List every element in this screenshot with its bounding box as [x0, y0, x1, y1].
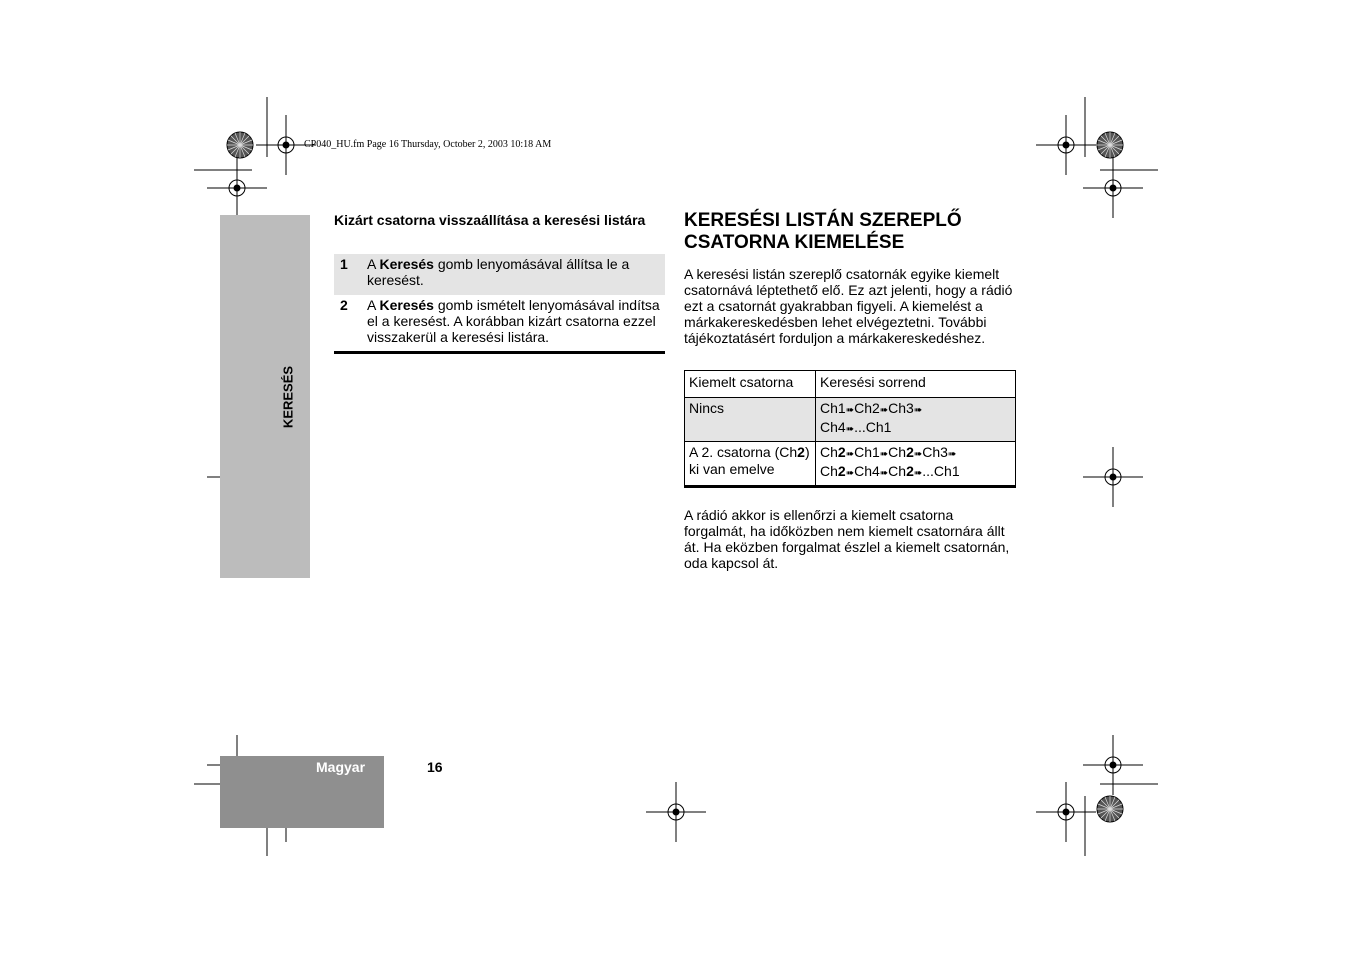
step-text: A Keresés gomb lenyomásával állítsa le a keresést.	[367, 256, 630, 288]
table-cell-priority: A 2. csatorna (Ch2) ki van emelve	[685, 441, 816, 486]
side-tab-label: KERESÉS	[280, 365, 296, 429]
page-number: 16	[427, 759, 443, 775]
step-row	[334, 254, 665, 295]
step-number: 1	[340, 256, 348, 272]
table-header-cell: Kiemelt csatorna	[685, 371, 816, 398]
step-text: A Keresés gomb ismételt lenyomásával indítsa el a keresést. A korábban kizárt csatorna ezzel visszakerül a keresési listára.	[367, 297, 660, 345]
outro-paragraph: A rádió akkor is ellenőrzi a kiemelt csatorna forgalmát, ha időközben nem kiemelt csatornára állt át. Ha eközben forgalmat észlel a kiemelt csatornán, oda kapcsol át.	[684, 507, 1010, 571]
right-section-heading: KERESÉSI LISTÁN SZEREPLŐ CSATORNA KIEMELÉSE	[684, 210, 962, 253]
table-header-cell: Keresési sorrend	[816, 371, 1016, 398]
table-cell-priority: Nincs	[685, 397, 816, 441]
file-info-header: CP040_HU.fm Page 16 Thursday, October 2, 2003 10:18 AM	[304, 139, 552, 150]
intro-paragraph: A keresési listán szereplő csatornák egyike kiemelt csatornává léptethető elő. Ez azt jelenti, hogy a rádió ezt a csatornát gyakrabban figyeli. A kiemelést a márkakereskedésben lehet elvégeztetni. További tájékoztatásért forduljon a márkakereskedéshez.	[684, 266, 1013, 346]
table-row	[685, 397, 1016, 441]
table-cell-order: Ch1➠Ch2➠Ch3➠ Ch4➠...Ch1	[816, 397, 1016, 441]
table-cell-order: Ch2➠Ch1➠Ch2➠Ch3➠ Ch2➠Ch4➠Ch2➠...Ch1	[816, 441, 1016, 486]
footer-language: Magyar	[316, 759, 366, 775]
scan-order-table	[684, 370, 1016, 488]
step-row	[334, 295, 665, 351]
table-row	[685, 441, 1016, 486]
side-tab-label-box	[220, 215, 310, 578]
steps-list	[334, 254, 665, 354]
step-number: 2	[340, 297, 348, 313]
keres-button-name: Keresés	[379, 256, 434, 272]
table-header-row	[685, 371, 1016, 398]
keres-button-name: Keresés	[379, 297, 434, 313]
left-section-heading: Kizárt csatorna visszaállítása a keresési listára	[334, 212, 646, 228]
